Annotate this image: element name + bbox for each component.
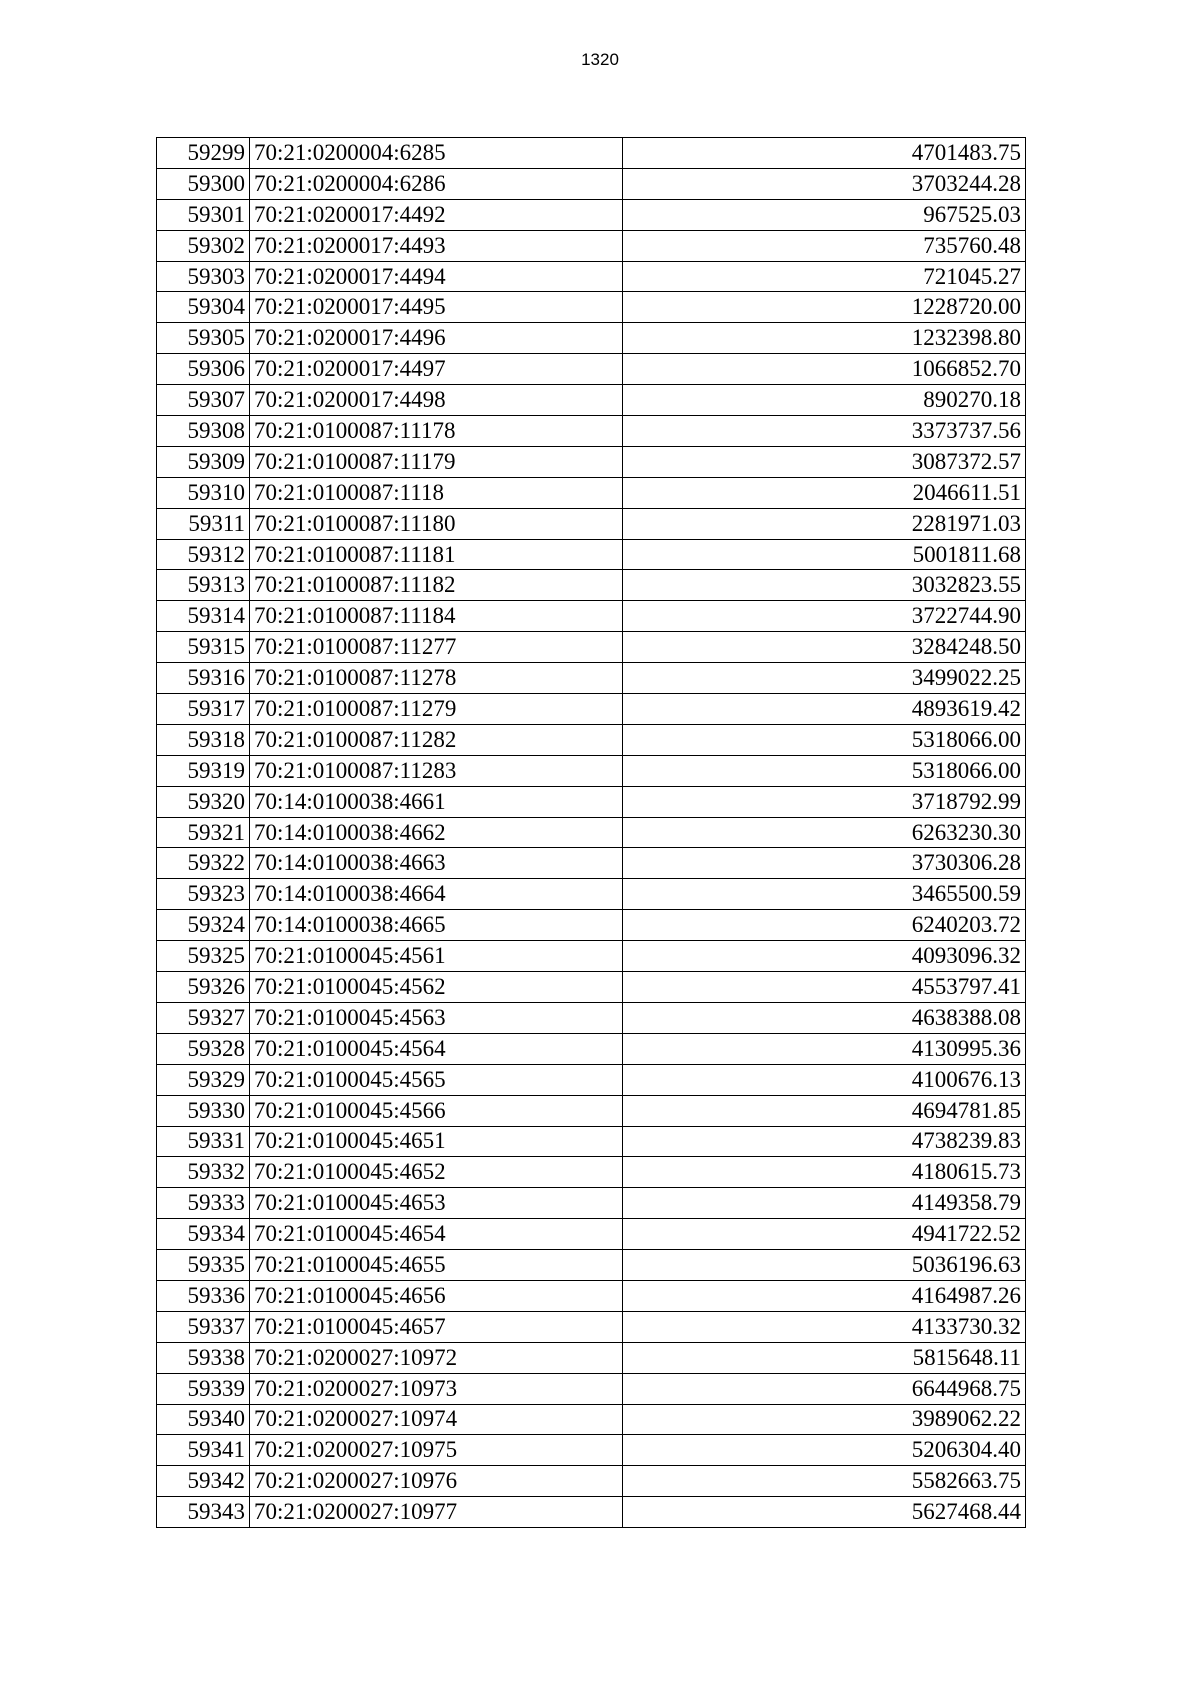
cadastral-value-cell: 6263230.30	[623, 817, 1026, 848]
row-number-cell: 59337	[157, 1311, 250, 1342]
cadastral-value-cell: 3703244.28	[623, 168, 1026, 199]
cadastral-value-cell: 4093096.32	[623, 941, 1026, 972]
cadastral-number-cell: 70:21:0200027:10975	[250, 1435, 623, 1466]
row-number-cell: 59307	[157, 385, 250, 416]
cadastral-value-cell: 4941722.52	[623, 1219, 1026, 1250]
row-number-cell: 59333	[157, 1188, 250, 1219]
table-row	[157, 848, 1026, 879]
cadastral-number-cell: 70:21:0100087:11283	[250, 755, 623, 786]
table-row	[157, 724, 1026, 755]
table-row	[157, 786, 1026, 817]
row-number-cell: 59329	[157, 1064, 250, 1095]
table-row	[157, 570, 1026, 601]
cadastral-number-cell: 70:21:0100045:4654	[250, 1219, 623, 1250]
row-number-cell: 59342	[157, 1466, 250, 1497]
cadastral-number-cell: 70:21:0100045:4563	[250, 1002, 623, 1033]
table-row	[157, 1002, 1026, 1033]
table-row	[157, 1280, 1026, 1311]
cadastral-number-cell: 70:21:0100045:4655	[250, 1250, 623, 1281]
row-number-cell: 59315	[157, 632, 250, 663]
row-number-cell: 59303	[157, 261, 250, 292]
cadastral-value-cell: 967525.03	[623, 199, 1026, 230]
cadastral-value-cell: 3465500.59	[623, 879, 1026, 910]
cadastral-value-cell: 5001811.68	[623, 539, 1026, 570]
cadastral-number-cell: 70:21:0100087:11282	[250, 724, 623, 755]
row-number-cell: 59301	[157, 199, 250, 230]
table-row	[157, 755, 1026, 786]
cadastral-number-cell: 70:21:0200027:10974	[250, 1404, 623, 1435]
cadastral-number-cell: 70:21:0100045:4653	[250, 1188, 623, 1219]
cadastral-value-cell: 1066852.70	[623, 354, 1026, 385]
row-number-cell: 59319	[157, 755, 250, 786]
table-row	[157, 1311, 1026, 1342]
cadastral-value-cell: 4701483.75	[623, 138, 1026, 169]
cadastral-number-cell: 70:21:0200017:4492	[250, 199, 623, 230]
table-row	[157, 168, 1026, 199]
cadastral-number-cell: 70:21:0100087:11278	[250, 663, 623, 694]
cadastral-value-cell: 3284248.50	[623, 632, 1026, 663]
table-row	[157, 261, 1026, 292]
cadastral-number-cell: 70:21:0100087:11179	[250, 446, 623, 477]
table-row	[157, 1342, 1026, 1373]
cadastral-number-cell: 70:14:0100038:4662	[250, 817, 623, 848]
cadastral-number-cell: 70:21:0200027:10972	[250, 1342, 623, 1373]
cadastral-value-cell: 4164987.26	[623, 1280, 1026, 1311]
table-row	[157, 601, 1026, 632]
cadastral-number-cell: 70:21:0100087:11184	[250, 601, 623, 632]
cadastral-value-cell: 4100676.13	[623, 1064, 1026, 1095]
cadastral-value-cell: 4180615.73	[623, 1157, 1026, 1188]
cadastral-number-cell: 70:21:0100045:4566	[250, 1095, 623, 1126]
cadastral-value-cell: 3722744.90	[623, 601, 1026, 632]
page-number: 1320	[581, 50, 619, 69]
cadastral-number-cell: 70:21:0200017:4498	[250, 385, 623, 416]
table-row	[157, 1497, 1026, 1528]
table-row	[157, 138, 1026, 169]
table-row	[157, 416, 1026, 447]
cadastral-value-cell: 3718792.99	[623, 786, 1026, 817]
cadastral-value-cell: 4694781.85	[623, 1095, 1026, 1126]
cadastral-value-cell: 5318066.00	[623, 724, 1026, 755]
cadastral-value-cell: 1228720.00	[623, 292, 1026, 323]
cadastral-number-cell: 70:21:0200027:10977	[250, 1497, 623, 1528]
table-row	[157, 910, 1026, 941]
row-number-cell: 59309	[157, 446, 250, 477]
row-number-cell: 59322	[157, 848, 250, 879]
cadastral-number-cell: 70:21:0200017:4496	[250, 323, 623, 354]
cadastral-value-cell: 5582663.75	[623, 1466, 1026, 1497]
cadastral-value-cell: 2281971.03	[623, 508, 1026, 539]
table-row	[157, 1033, 1026, 1064]
cadastral-value-cell: 5318066.00	[623, 755, 1026, 786]
row-number-cell: 59320	[157, 786, 250, 817]
row-number-cell: 59304	[157, 292, 250, 323]
cadastral-value-cell: 3032823.55	[623, 570, 1026, 601]
cadastral-value-cell: 3373737.56	[623, 416, 1026, 447]
cadastral-number-cell: 70:21:0100045:4651	[250, 1126, 623, 1157]
cadastral-value-cell: 4738239.83	[623, 1126, 1026, 1157]
table-row	[157, 1095, 1026, 1126]
row-number-cell: 59328	[157, 1033, 250, 1064]
cadastral-value-cell: 5815648.11	[623, 1342, 1026, 1373]
row-number-cell: 59338	[157, 1342, 250, 1373]
cadastral-number-cell: 70:21:0100087:11180	[250, 508, 623, 539]
row-number-cell: 59334	[157, 1219, 250, 1250]
row-number-cell: 59326	[157, 972, 250, 1003]
cadastral-number-cell: 70:21:0100087:11181	[250, 539, 623, 570]
table-row	[157, 1064, 1026, 1095]
cadastral-value-cell: 4553797.41	[623, 972, 1026, 1003]
table-row	[157, 879, 1026, 910]
cadastral-number-cell: 70:21:0100045:4561	[250, 941, 623, 972]
cadastral-number-cell: 70:21:0200027:10973	[250, 1373, 623, 1404]
cadastral-number-cell: 70:21:0100045:4565	[250, 1064, 623, 1095]
row-number-cell: 59324	[157, 910, 250, 941]
cadastral-value-cell: 6240203.72	[623, 910, 1026, 941]
cadastral-value-cell: 1232398.80	[623, 323, 1026, 354]
cadastral-number-cell: 70:21:0200027:10976	[250, 1466, 623, 1497]
cadastral-value-cell: 721045.27	[623, 261, 1026, 292]
table-row	[157, 1373, 1026, 1404]
row-number-cell: 59323	[157, 879, 250, 910]
row-number-cell: 59341	[157, 1435, 250, 1466]
table-row	[157, 385, 1026, 416]
cadastral-value-cell: 3087372.57	[623, 446, 1026, 477]
cadastral-number-cell: 70:14:0100038:4665	[250, 910, 623, 941]
row-number-cell: 59306	[157, 354, 250, 385]
row-number-cell: 59310	[157, 477, 250, 508]
cadastral-value-cell: 890270.18	[623, 385, 1026, 416]
cadastral-number-cell: 70:21:0100045:4657	[250, 1311, 623, 1342]
row-number-cell: 59340	[157, 1404, 250, 1435]
cadastral-value-cell: 3989062.22	[623, 1404, 1026, 1435]
table-row	[157, 230, 1026, 261]
cadastral-number-cell: 70:21:0100087:11178	[250, 416, 623, 447]
table-row	[157, 354, 1026, 385]
table-body	[157, 138, 1026, 1528]
table-row	[157, 694, 1026, 725]
cadastral-value-cell: 4893619.42	[623, 694, 1026, 725]
table-row	[157, 539, 1026, 570]
cadastral-number-cell: 70:21:0200004:6285	[250, 138, 623, 169]
row-number-cell: 59331	[157, 1126, 250, 1157]
cadastral-number-cell: 70:21:0100045:4656	[250, 1280, 623, 1311]
cadastral-value-cell: 4638388.08	[623, 1002, 1026, 1033]
table-row	[157, 1250, 1026, 1281]
cadastral-number-cell: 70:14:0100038:4661	[250, 786, 623, 817]
cadastral-number-cell: 70:21:0200017:4497	[250, 354, 623, 385]
row-number-cell: 59339	[157, 1373, 250, 1404]
row-number-cell: 59312	[157, 539, 250, 570]
cadastral-number-cell: 70:21:0100087:11279	[250, 694, 623, 725]
table-row	[157, 1219, 1026, 1250]
cadastral-value-cell: 2046611.51	[623, 477, 1026, 508]
row-number-cell: 59311	[157, 508, 250, 539]
cadastral-number-cell: 70:21:0100087:11277	[250, 632, 623, 663]
table-row	[157, 508, 1026, 539]
cadastral-number-cell: 70:21:0200017:4495	[250, 292, 623, 323]
row-number-cell: 59313	[157, 570, 250, 601]
cadastral-number-cell: 70:14:0100038:4663	[250, 848, 623, 879]
cadastral-number-cell: 70:14:0100038:4664	[250, 879, 623, 910]
cadastral-value-cell: 5036196.63	[623, 1250, 1026, 1281]
row-number-cell: 59325	[157, 941, 250, 972]
cadastral-number-cell: 70:21:0100087:11182	[250, 570, 623, 601]
cadastral-value-cell: 3499022.25	[623, 663, 1026, 694]
cadastral-number-cell: 70:21:0100045:4562	[250, 972, 623, 1003]
cadastral-value-table	[156, 137, 1026, 1528]
row-number-cell: 59302	[157, 230, 250, 261]
cadastral-value-cell: 4130995.36	[623, 1033, 1026, 1064]
row-number-cell: 59318	[157, 724, 250, 755]
table-row	[157, 199, 1026, 230]
table-row	[157, 323, 1026, 354]
table-row	[157, 1466, 1026, 1497]
cadastral-value-cell: 6644968.75	[623, 1373, 1026, 1404]
row-number-cell: 59305	[157, 323, 250, 354]
cadastral-number-cell: 70:21:0200017:4494	[250, 261, 623, 292]
row-number-cell: 59317	[157, 694, 250, 725]
cadastral-number-cell: 70:21:0200004:6286	[250, 168, 623, 199]
cadastral-value-cell: 3730306.28	[623, 848, 1026, 879]
cadastral-value-cell: 5206304.40	[623, 1435, 1026, 1466]
table-row	[157, 477, 1026, 508]
cadastral-value-cell: 4133730.32	[623, 1311, 1026, 1342]
table-row	[157, 972, 1026, 1003]
table-row	[157, 632, 1026, 663]
table-row	[157, 941, 1026, 972]
row-number-cell: 59336	[157, 1280, 250, 1311]
row-number-cell: 59314	[157, 601, 250, 632]
row-number-cell: 59308	[157, 416, 250, 447]
table-row	[157, 817, 1026, 848]
table-row	[157, 1157, 1026, 1188]
table-row	[157, 446, 1026, 477]
cadastral-value-cell: 5627468.44	[623, 1497, 1026, 1528]
cadastral-value-cell: 735760.48	[623, 230, 1026, 261]
cadastral-number-cell: 70:21:0200017:4493	[250, 230, 623, 261]
cadastral-number-cell: 70:21:0100045:4652	[250, 1157, 623, 1188]
table-row	[157, 663, 1026, 694]
cadastral-value-cell: 4149358.79	[623, 1188, 1026, 1219]
row-number-cell: 59335	[157, 1250, 250, 1281]
table-row	[157, 292, 1026, 323]
cadastral-number-cell: 70:21:0100045:4564	[250, 1033, 623, 1064]
table-row	[157, 1404, 1026, 1435]
row-number-cell: 59300	[157, 168, 250, 199]
row-number-cell: 59299	[157, 138, 250, 169]
row-number-cell: 59327	[157, 1002, 250, 1033]
row-number-cell: 59343	[157, 1497, 250, 1528]
row-number-cell: 59321	[157, 817, 250, 848]
row-number-cell: 59316	[157, 663, 250, 694]
table-row	[157, 1435, 1026, 1466]
row-number-cell: 59330	[157, 1095, 250, 1126]
cadastral-number-cell: 70:21:0100087:1118	[250, 477, 623, 508]
table-row	[157, 1188, 1026, 1219]
row-number-cell: 59332	[157, 1157, 250, 1188]
table-row	[157, 1126, 1026, 1157]
